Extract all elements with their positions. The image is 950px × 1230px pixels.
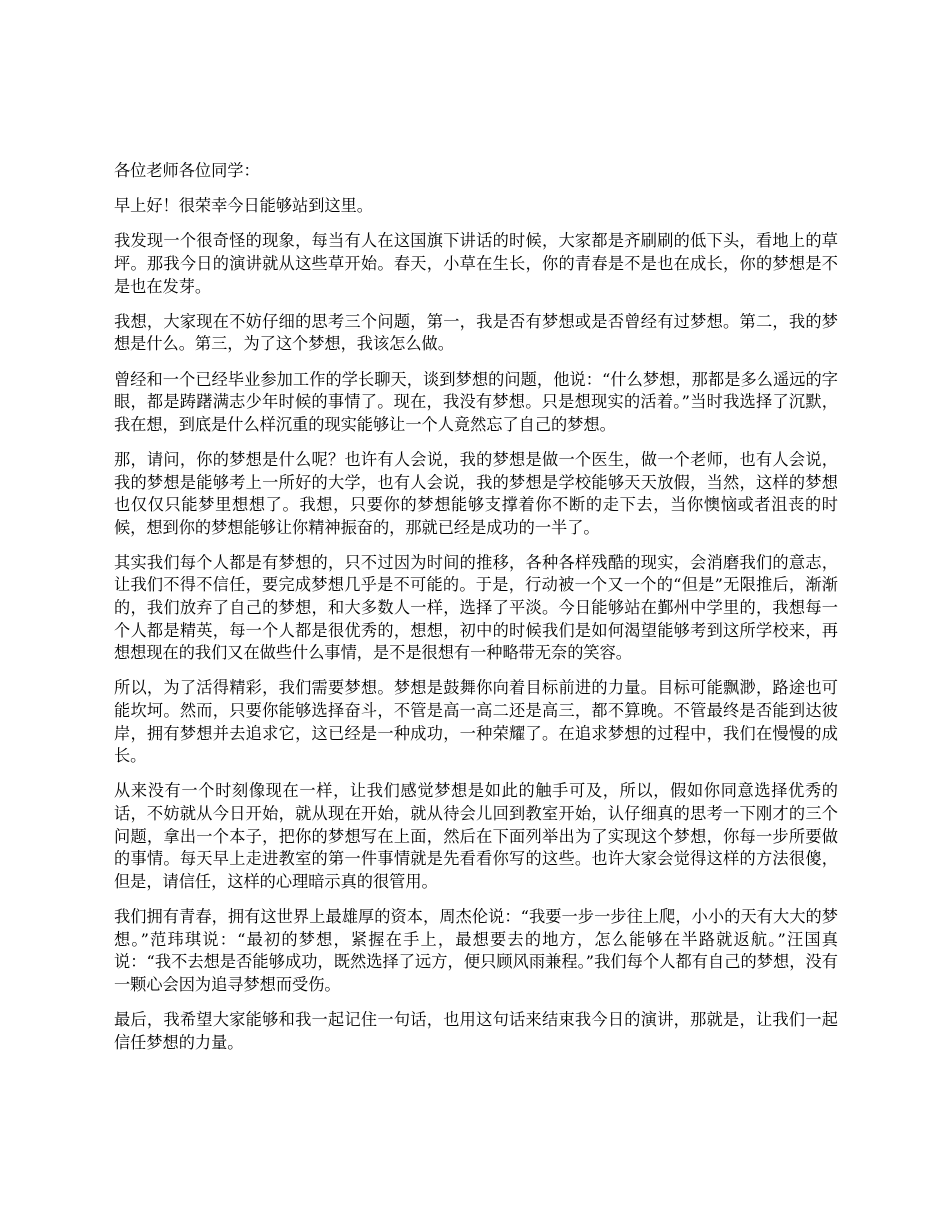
greeting: 早上好！很荣幸今日能够站到这里。: [114, 196, 373, 216]
paragraph: 我发现一个很奇怪的现象，每当有人在这国旗下讲话的时候，大家都是齐刷刷的低下头，看地上的草坪。那我今日的演讲就从这些草开始。春天，小草在生长，你的青春是不是也在成长，你的梦想是不是也在发芽。: [114, 231, 838, 296]
paragraph: 那，请问，你的梦想是什么呢？也许有人会说，我的梦想是做一个医生，做一个老师，也有人会说，我的梦想是能够考上一所好的大学，也有人会说，我的梦想是学校能够天天放假，当然，这样的梦想也仅仅只能梦里想想了。我想，只要你的梦想能够支撑着你不断的走下去，当你懊恼或者沮丧的时候，想到你的梦想能够让你精神振奋的，那就已经是成功的一半了。: [114, 449, 838, 537]
document-body: [114, 160, 838, 1067]
closing-paragraph: 最后，我希望大家能够和我一起记住一句话，也用这句话来结束我今日的演讲，那就是，让我们一起信任梦想的力量。: [114, 1009, 838, 1052]
paragraph: 所以，为了活得精彩，我们需要梦想。梦想是鼓舞你向着目标前进的力量。目标可能飘渺，路途也可能坎坷。然而，只要你能够选择奋斗，不管是高一高二还是高三，都不算晚。不管最终是否能到达彼岸，拥有梦想并去追求它，这已经是一种成功，一种荣耀了。在追求梦想的过程中，我们在慢慢的成长。: [114, 678, 838, 766]
salutation: 各位老师各位同学：: [114, 161, 260, 180]
paragraph: 从来没有一个时刻像现在一样，让我们感觉梦想是如此的触手可及，所以，假如你同意选择优秀的话，不妨就从今日开始，就从现在开始，就从待会儿回到教室开始，认仔细真的思考一下刚才的三个问题，拿出一个本子，把你的梦想写在上面，然后在下面列举出为了实现这个梦想，你每一步所要做的事情。每天早上走进教室的第一件事情就是先看看你写的这些。也许大家会觉得这样的方法很傻，但是，请信任，这样的心理暗示真的很管用。: [114, 781, 838, 891]
paragraph: 曾经和一个已经毕业参加工作的学长聊天，谈到梦想的问题，他说：“什么梦想，那都是多么遥远的字眼，都是踌躇满志少年时候的事情了。现在，我没有梦想。只是想现实的活着。”当时我选择了沉默，我在想，到底是什么样沉重的现实能够让一个人竟然忘了自己的梦想。: [114, 369, 838, 434]
paragraph: 我们拥有青春，拥有这世界上最雄厚的资本，周杰伦说：“我要一步一步往上爬，小小的天有大大的梦想。”范玮琪说：“最初的梦想，紧握在手上，最想要去的地方，怎么能够在半路就返航。”汪国真说：“我不去想是否能够成功，既然选择了远方，便只顾风雨兼程。”我们每个人都有自己的梦想，没有一颗心会因为追寻梦想而受伤。: [114, 906, 838, 994]
paragraph: 我想，大家现在不妨仔细的思考三个问题，第一，我是否有梦想或是否曾经有过梦想。第二，我的梦想是什么。第三，为了这个梦想，我该怎么做。: [114, 311, 838, 354]
paragraph: 其实我们每个人都是有梦想的，只不过因为时间的推移，各种各样残酷的现实，会消磨我们的意志，让我们不得不信任，要完成梦想几乎是不可能的。于是，行动被一个又一个的“但是”无限推后，渐渐的，我们放弃了自己的梦想，和大多数人一样，选择了平淡。今日能够站在鄞州中学里的，我想每一个人都是精英，每一个人都是很优秀的，想想，初中的时候我们是如何渴望能够考到这所学校来，再想想现在的我们又在做些什么事情，是不是很想有一种略带无奈的笑容。: [114, 552, 838, 663]
